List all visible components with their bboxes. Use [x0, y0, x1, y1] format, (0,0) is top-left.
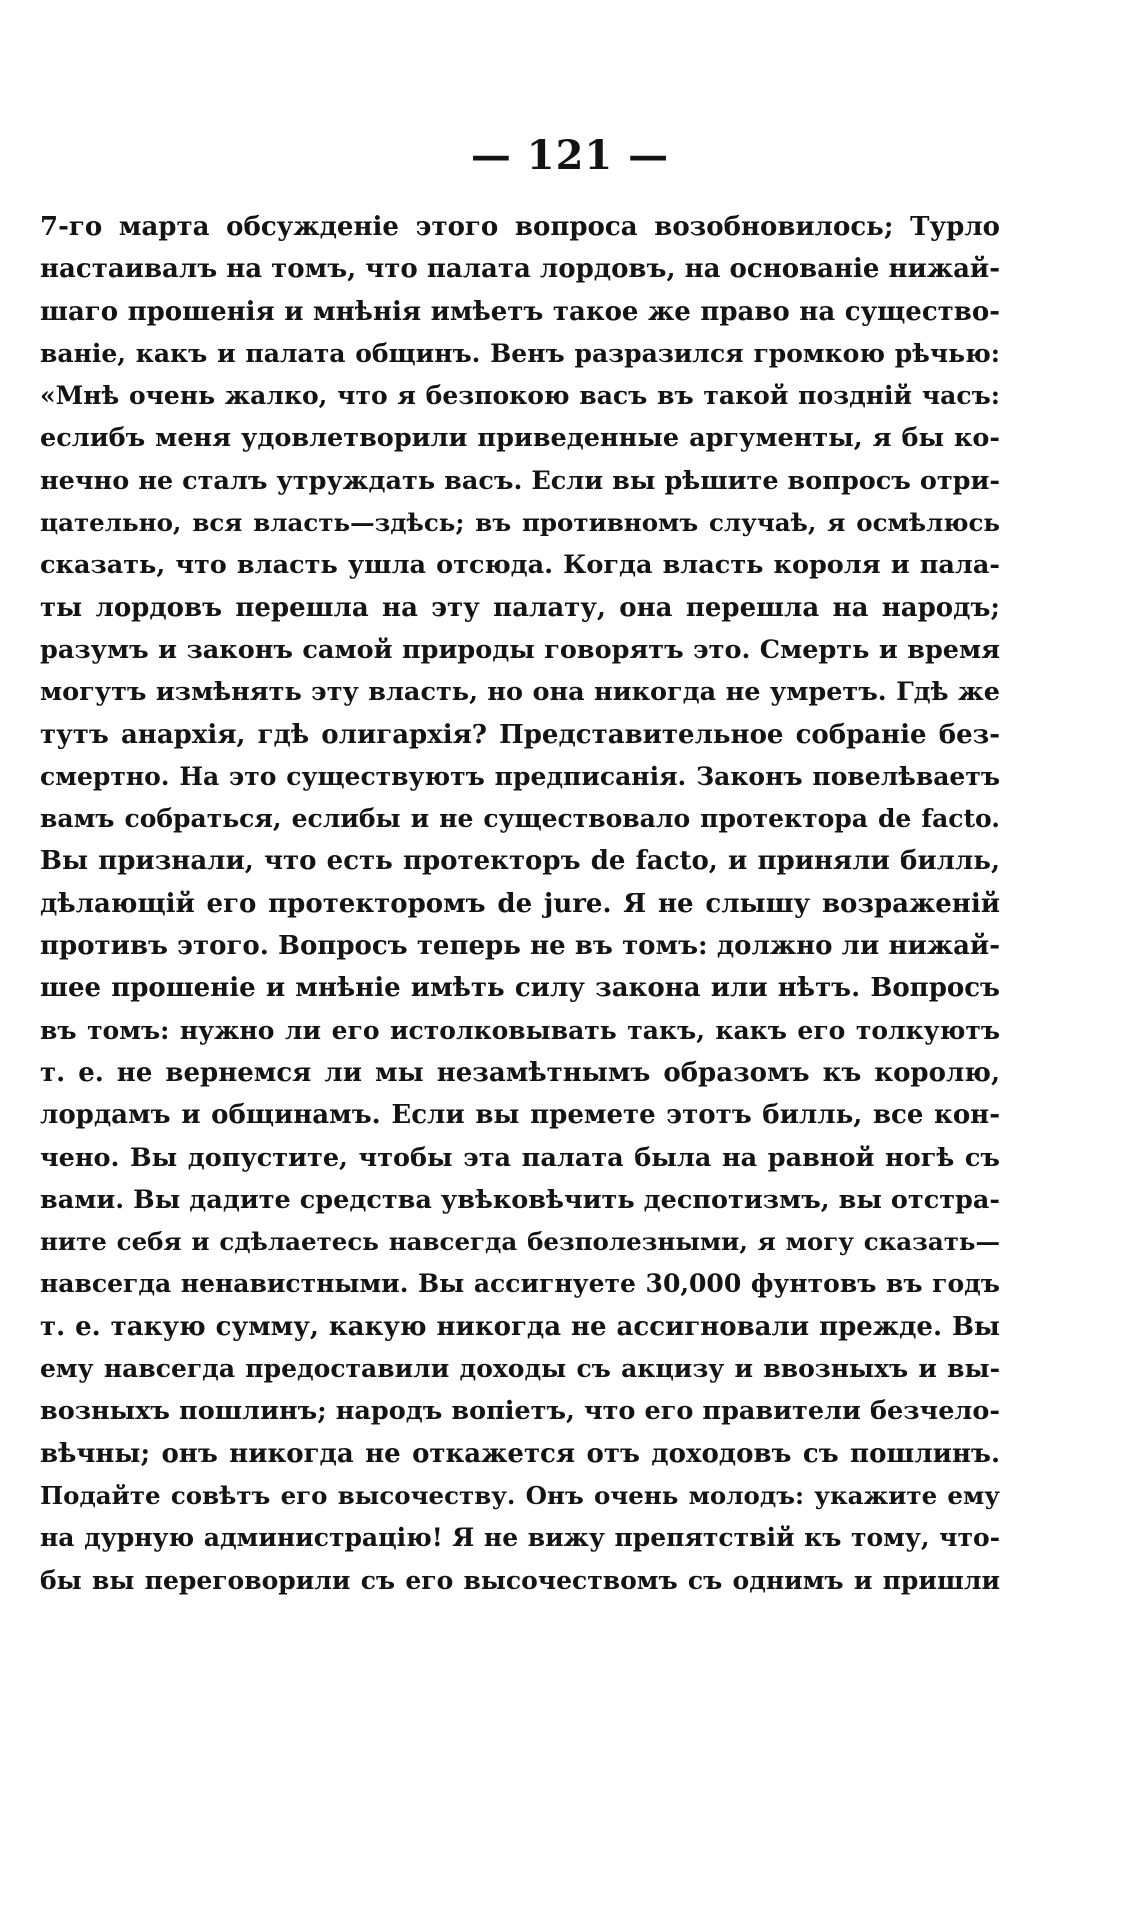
- text-line: шее прошеніе и мнѣніе имѣть силу закона или нѣтъ. Вопросъ: [40, 973, 1000, 1004]
- text-line: «Мнѣ очень жалко, что я безпокою васъ въ такой поздній часъ:: [40, 381, 1000, 411]
- text-line: т. е. не вернемся ли мы незамѣтнымъ образомъ къ королю,: [40, 1057, 1000, 1088]
- text-line: Вы признали, что есть протекторъ de facto, и приняли билль,: [40, 846, 1000, 877]
- text-line: тутъ анархія, гдѣ олигархія? Представительное собраніе без-: [40, 719, 1000, 750]
- text-line: возныхъ пошлинъ; народъ вопіетъ, что его правители безчело-: [40, 1396, 1000, 1427]
- text-line: въ томъ: нужно ли его истолковывать такъ, какъ его толкуютъ: [40, 1015, 1000, 1045]
- text-line: настаивалъ на томъ, что палата лордовъ, на основаніе нижай-: [40, 254, 1000, 285]
- text-line: ему навсегда предоставили доходы съ акцизу и ввозныхъ и вы-: [40, 1354, 1000, 1384]
- text-line: навсегда ненавистными. Вы ассигнуете 30,000 фунтовъ въ годъ: [40, 1269, 1000, 1299]
- text-line: нечно не сталъ утруждать васъ. Если вы рѣшите вопросъ отри-: [40, 465, 1000, 496]
- page-number: — 121 —: [470, 132, 670, 179]
- text-line: противъ этого. Вопросъ теперь не въ томъ: должно ли нижай-: [40, 931, 1000, 962]
- text-line: цательно, вся власть—здѣсь; въ противномъ случаѣ, я осмѣлюсь: [40, 508, 1000, 538]
- text-line: Подайте совѣтъ его высочеству. Онъ очень молодъ: укажите ему: [40, 1480, 1000, 1510]
- text-line: чено. Вы допустите, чтобы эта палата была на равной ногѣ съ: [40, 1142, 1000, 1173]
- text-line: ваніе, какъ и палата общинъ. Венъ разразился громкою рѣчью:: [40, 338, 1000, 368]
- body-text: [40, 206, 1000, 1602]
- text-line: могутъ измѣнять эту власть, но она никогда не умретъ. Гдѣ же: [40, 677, 1000, 708]
- text-line: еслибъ меня удовлетворили приведенные аргументы, я бы ко-: [40, 423, 1000, 454]
- text-line: 7-го марта обсужденіе этого вопроса возобновилось; Турло: [40, 212, 1000, 242]
- text-line: шаго прошенія и мнѣнія имѣетъ такое же право на существо-: [40, 296, 1000, 327]
- text-line: ты лордовъ перешла на эту палату, она перешла на народъ;: [40, 592, 1000, 623]
- text-line: бы вы переговорили съ его высочествомъ съ однимъ и пришли: [40, 1565, 1000, 1595]
- text-line: сказать, что власть ушла отсюда. Когда власть короля и пала-: [40, 550, 1000, 581]
- text-line: на дурную администрацію! Я не вижу препятствій къ тому, что-: [40, 1523, 1000, 1553]
- text-line: вами. Вы дадите средства увѣковѣчить деспотизмъ, вы отстра-: [40, 1184, 1000, 1215]
- text-line: т. е. такую сумму, какую никогда не ассигновали прежде. Вы: [40, 1311, 1000, 1342]
- text-line: лордамъ и общинамъ. Если вы премете этотъ билль, все кон-: [40, 1100, 1000, 1131]
- text-line: разумъ и законъ самой природы говорятъ это. Смерть и время: [40, 634, 1000, 665]
- text-line: вѣчны; онъ никогда не откажется отъ доходовъ съ пошлинъ.: [40, 1438, 1000, 1469]
- text-line: ните себя и сдѣлаетесь навсегда безполезными, я могу сказать—: [40, 1227, 1000, 1257]
- text-line: дѣлающій его протекторомъ de jure. Я не слышу возраженій: [40, 888, 1000, 919]
- text-line: смертно. На это существуютъ предписанія. Законъ повелѣваетъ: [40, 761, 1000, 791]
- text-line: вамъ собраться, еслибы и не существовало протектора de facto.: [40, 804, 1000, 834]
